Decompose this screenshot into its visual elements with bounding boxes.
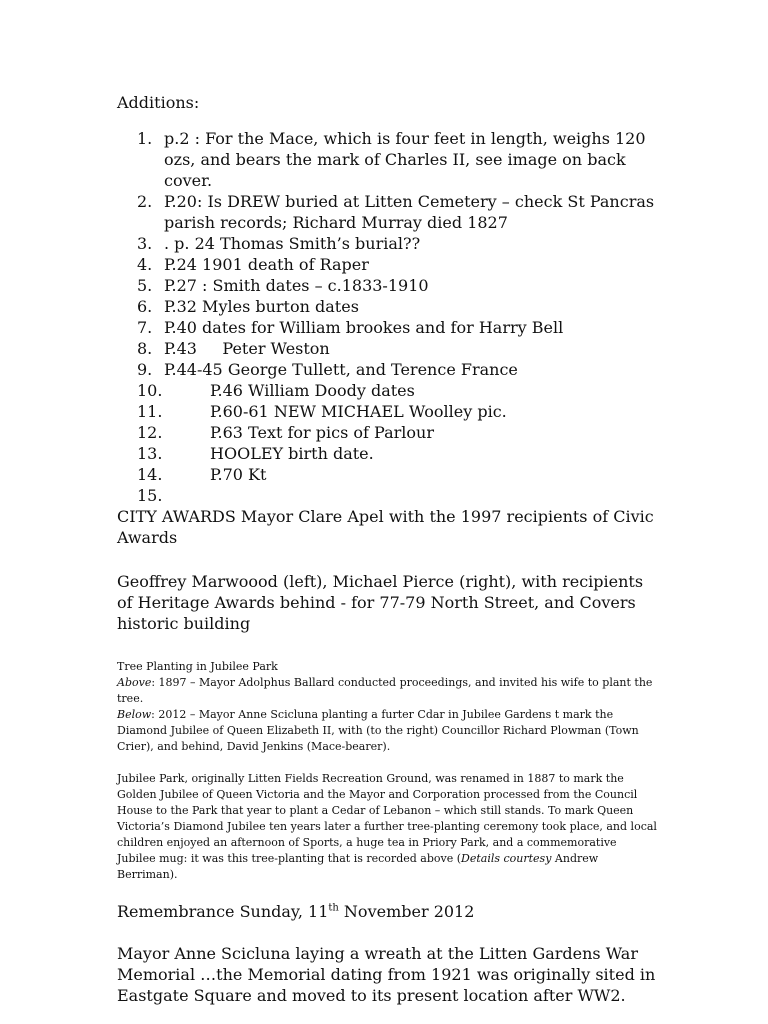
below-label: Below	[117, 708, 152, 721]
jubilee-park-paragraph	[117, 771, 657, 883]
heritage-awards-caption: Geoffrey Marwoood (left), Michael Pierce (right), with recipients of Heritage Awards behind - for 77-79 North Street, and Covers historic building	[117, 572, 644, 633]
list-text: HOOLEY birth date.	[210, 444, 374, 463]
credit-rest: Andrew Berriman).	[117, 852, 599, 881]
list-number: 14.	[137, 465, 163, 484]
list-text: P.63 Text for pics of Parlour	[210, 423, 434, 442]
list-item	[117, 359, 657, 380]
list-number: 5.	[137, 276, 153, 295]
list-item	[117, 191, 657, 233]
list-item	[117, 254, 657, 275]
list-item	[117, 401, 657, 422]
list-text: P.43 Peter Weston	[164, 339, 330, 358]
list-number: 10.	[137, 381, 163, 400]
list-text: P.24 1901 death of Raper	[164, 255, 369, 274]
city-awards-caption: CITY AWARDS Mayor Clare Apel with the 1997 recipients of Civic Awards	[117, 507, 654, 547]
list-item	[117, 128, 657, 191]
list-text: P.32 Myles burton dates	[164, 297, 359, 316]
list-number: 4.	[137, 255, 153, 274]
list-item	[117, 296, 657, 317]
list-text: P.70 Kt	[210, 465, 267, 484]
list-number: 6.	[137, 297, 153, 316]
list-item	[117, 485, 657, 506]
list-item	[117, 275, 657, 296]
list-text: P.46 William Doody dates	[210, 381, 415, 400]
remembrance-after: November 2012	[338, 902, 475, 921]
list-item	[117, 380, 657, 401]
jubilee-park-text: Jubilee Park, originally Litten Fields Recreation Ground, was renamed in 1887 to mark the Golden Jubilee of Queen Victoria and the Mayor and Corporation processed from the Council House to the Park that year to plant a Cedar of Lebanon – which still stands. To mark Queen Victoria’s Diamond Jubilee ten years later a further tree-planting ceremony took place, and local children enjoyed an afternoon of Sports, a huge tea in Priory Park, and a commemorative Jubilee mug: it was this tree-planting that is recorded above (	[117, 772, 657, 865]
list-item	[117, 233, 657, 254]
list-text: . p. 24 Thomas Smith’s burial??	[164, 234, 421, 253]
above-text: : 1897 – Mayor Adolphus Ballard conducted proceedings, and invited his wife to plant the tree.	[117, 676, 653, 705]
list-item	[117, 443, 657, 464]
list-text: P.44-45 George Tullett, and Terence France	[164, 360, 518, 379]
below-text: : 2012 – Mayor Anne Scicluna planting a furter Cdar in Jubilee Gardens t mark the Diamond Jubilee of Queen Elizabeth II, with (to the right) Councillor Richard Plowman (Town Crier), and behind, David Jenkins (Mace-bearer).	[117, 708, 639, 753]
list-number: 3.	[137, 234, 153, 253]
list-number: 11.	[137, 402, 163, 421]
list-item	[117, 338, 657, 359]
wreath-caption: Mayor Anne Scicluna laying a wreath at the Litten Gardens War Memorial …the Memorial dating from 1921 was originally sited in Eastgate Square and moved to its present location after WW2.	[117, 944, 656, 1005]
additions-heading: Additions:	[117, 93, 200, 112]
list-number: 9.	[137, 360, 153, 379]
tree-planting-title: Tree Planting in Jubilee Park	[117, 660, 278, 673]
list-text: P.60-61 NEW MICHAEL Woolley pic.	[210, 402, 507, 421]
list-number: 12.	[137, 423, 163, 442]
list-text: P.40 dates for William brookes and for Harry Bell	[164, 318, 564, 337]
document-page	[117, 92, 657, 1006]
list-item	[117, 422, 657, 443]
list-item	[117, 317, 657, 338]
remembrance-heading	[117, 901, 657, 923]
credit-italic: Details courtesy	[461, 852, 552, 865]
tree-planting-below	[117, 707, 657, 755]
remembrance-sup: th	[328, 902, 339, 914]
above-label: Above	[117, 676, 152, 689]
tree-planting-above	[117, 675, 657, 707]
list-number: 1.	[137, 129, 153, 148]
list-number: 13.	[137, 444, 163, 463]
list-number: 15.	[137, 486, 163, 505]
remembrance-before: Remembrance Sunday, 11	[117, 902, 329, 921]
list-text: P.27 : Smith dates – c.1833-1910	[164, 276, 429, 295]
list-text: p.2 : For the Mace, which is four feet in length, weighs 120 ozs, and bears the mark of Charles II, see image on back cover.	[164, 129, 646, 190]
list-text: P.20: Is DREW buried at Litten Cemetery – check St Pancras parish records; Richard Murray died 1827	[164, 192, 655, 232]
list-number: 7.	[137, 318, 153, 337]
list-number: 2.	[137, 192, 153, 211]
list-item	[117, 464, 657, 485]
additions-list	[117, 128, 657, 506]
list-number: 8.	[137, 339, 153, 358]
